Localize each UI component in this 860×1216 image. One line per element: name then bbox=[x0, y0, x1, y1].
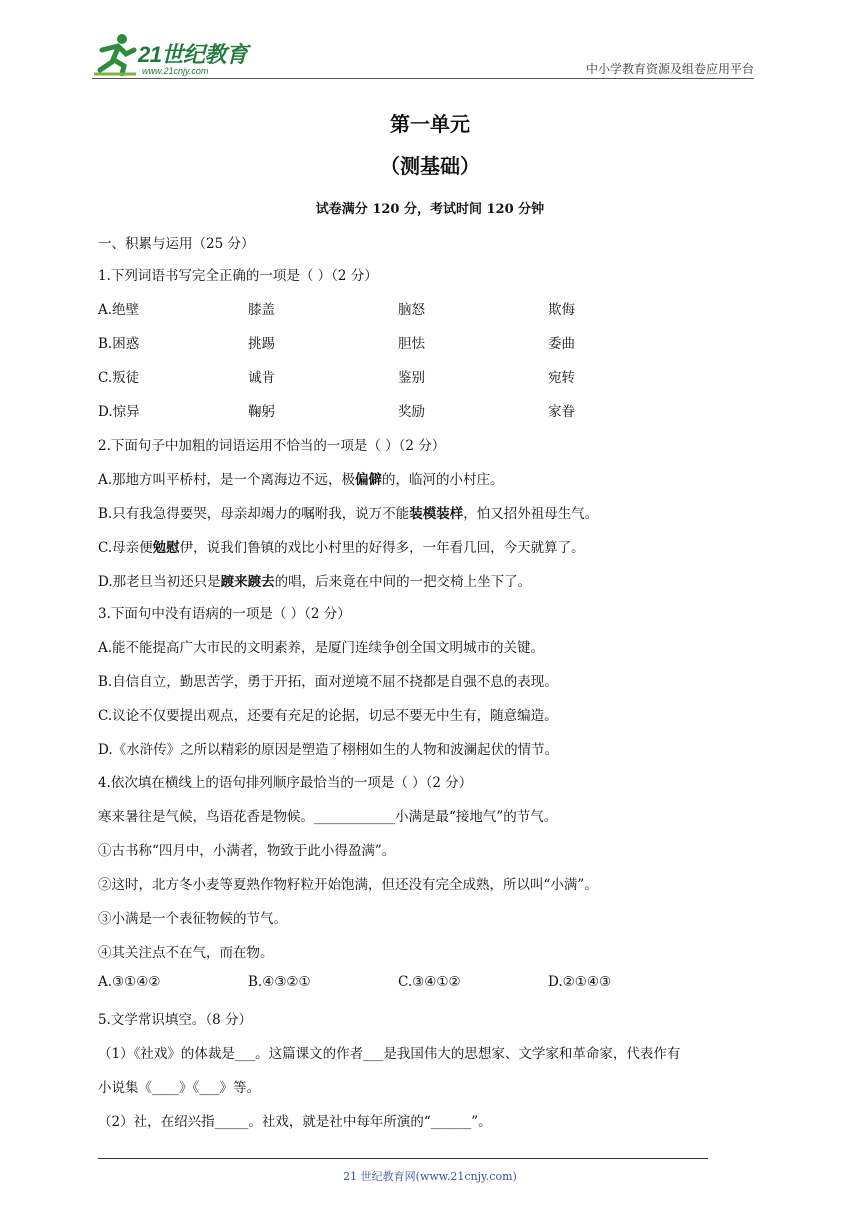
q4-option-b: B.④③②① bbox=[248, 974, 311, 990]
q5-line-1: （1）《社戏》的体裁是___。这篇课文的作者___是我国伟大的思想家、文学家和革命家，代表作有 bbox=[98, 1046, 681, 1062]
logo-text: 21世纪教育 bbox=[138, 42, 248, 67]
page-header bbox=[0, 0, 860, 80]
unit-title: 第一单元 bbox=[390, 112, 470, 136]
q2-a-text: A.那地方叫平桥村，是一个离海边不远，极 bbox=[98, 472, 356, 488]
q1-b-4: 委曲 bbox=[548, 336, 575, 352]
q1-stem: 1.下列词语书写完全正确的一项是（ ）（2 分） bbox=[98, 268, 378, 284]
q1-d-1: D.惊异 bbox=[98, 404, 140, 420]
q1-b-1: B.困惑 bbox=[98, 336, 140, 352]
q4-stem: 4.依次填在横线上的语句排列顺序最恰当的一项是（ ）（2 分） bbox=[98, 775, 473, 791]
q4-option-c: C.③④①② bbox=[398, 974, 461, 990]
q2-d-bold-word: 踱来踱去 bbox=[220, 574, 275, 590]
q2-stem: 2.下面句子中加粗的词语运用不恰当的一项是（ ）（2 分） bbox=[98, 438, 446, 454]
q4-sentence-1: ①古书称“四月中，小满者，物致于此小得盈满”。 bbox=[98, 843, 396, 859]
q3-option-b: B.自信自立，勤思苦学，勇于开拓，面对逆境不屈不挠都是自强不息的表现。 bbox=[98, 674, 558, 690]
q4-option-d: D.②①④③ bbox=[548, 974, 612, 990]
q5-line-3: （2）社，在绍兴指_____。社戏，就是社中每年所演的“______”。 bbox=[98, 1114, 492, 1130]
q2-d-text: D.那老旦当初还只是 bbox=[98, 574, 221, 590]
footer-divider bbox=[98, 1158, 708, 1159]
q2-b-text-end: ，怕又招外祖母生气。 bbox=[463, 506, 599, 522]
q1-a-4: 欺侮 bbox=[548, 302, 575, 318]
logo-url: www.21cnjy.com bbox=[142, 66, 209, 76]
q1-option-row-c bbox=[98, 366, 658, 386]
unit-subtitle: （测基础） bbox=[380, 154, 480, 178]
q1-d-2: 鞠躬 bbox=[248, 404, 275, 420]
q1-option-row-d bbox=[98, 400, 658, 420]
q2-option-a bbox=[98, 468, 504, 488]
q5-line-2: 小说集《____》《___》等。 bbox=[98, 1080, 260, 1096]
q3-stem: 3.下面句中没有语病的一项是（ ）（2 分） bbox=[98, 606, 351, 622]
q2-d-text-end: 的唱，后来竟在中间的一把交椅上坐下了。 bbox=[274, 574, 532, 590]
q1-c-2: 诚肯 bbox=[248, 370, 275, 386]
q2-b-text: B.只有我急得要哭，母亲却竭力的嘱咐我，说万不能 bbox=[98, 506, 410, 522]
q2-b-bold-word: 装模装样 bbox=[409, 506, 464, 522]
q1-a-2: 膝盖 bbox=[248, 302, 275, 318]
site-logo bbox=[92, 32, 262, 78]
q1-c-4: 宛转 bbox=[548, 370, 575, 386]
exam-info: 试卷满分 120 分，考试时间 120 分钟 bbox=[315, 202, 545, 217]
q2-c-text-end: 伊，说我们鲁镇的戏比小村里的好得多，一年看几回，今天就算了。 bbox=[179, 540, 585, 556]
q1-option-row-b bbox=[98, 332, 658, 352]
platform-label: 中小学教育资源及组卷应用平台 bbox=[585, 62, 754, 76]
header-divider bbox=[92, 78, 754, 79]
q2-option-c bbox=[98, 536, 585, 556]
q1-d-3: 奖励 bbox=[398, 404, 425, 420]
q2-a-text-end: 的，临河的小村庄。 bbox=[382, 472, 504, 488]
q2-a-bold-word: 偏僻 bbox=[355, 472, 383, 488]
q4-sentence-3: ③小满是一个表征物候的节气。 bbox=[98, 911, 287, 927]
q3-option-d: D.《水浒传》之所以精彩的原因是塑造了栩栩如生的人物和波澜起伏的情节。 bbox=[98, 742, 559, 758]
q2-c-bold-word: 勉慰 bbox=[152, 540, 180, 556]
q3-option-a: A.能不能提高广大市民的文明素养，是厦门连续争创全国文明城市的关键。 bbox=[98, 640, 545, 656]
q1-c-3: 鉴别 bbox=[398, 370, 425, 386]
q2-c-text: C.母亲便 bbox=[98, 540, 153, 556]
q1-a-3: 脑怒 bbox=[398, 302, 425, 318]
q1-b-2: 挑踢 bbox=[248, 336, 275, 352]
q1-c-1: C.叛徒 bbox=[98, 370, 140, 386]
q4-passage: 寒来暑往是气候，鸟语花香是物候。____________小满是最“接地气”的节气。 bbox=[98, 809, 558, 825]
q4-option-a: A.③①④② bbox=[98, 974, 161, 990]
q1-option-row-a bbox=[98, 298, 658, 318]
q4-sentence-2: ②这时，北方冬小麦等夏熟作物籽粒开始饱满，但还没有完全成熟，所以叫“小满”。 bbox=[98, 877, 598, 893]
runner-logo-icon bbox=[92, 32, 138, 76]
q2-option-d bbox=[98, 570, 531, 590]
q1-d-4: 家眷 bbox=[548, 404, 575, 420]
q1-a-1: A.绝壁 bbox=[98, 302, 140, 318]
q4-options bbox=[98, 974, 658, 994]
q1-b-3: 胆怯 bbox=[398, 336, 425, 352]
q5-stem: 5.文学常识填空。（8 分） bbox=[98, 1012, 253, 1028]
section-heading: 一、积累与运用（25 分） bbox=[98, 236, 255, 252]
footer-link[interactable]: 21 世纪教育网(www.21cnjy.com) bbox=[343, 1170, 517, 1183]
q3-option-c: C.议论不仅要提出观点，还要有充足的论据，切忌不要无中生有，随意编造。 bbox=[98, 708, 558, 724]
q2-option-b bbox=[98, 502, 598, 522]
q4-sentence-4: ④其关注点不在气，而在物。 bbox=[98, 945, 274, 961]
